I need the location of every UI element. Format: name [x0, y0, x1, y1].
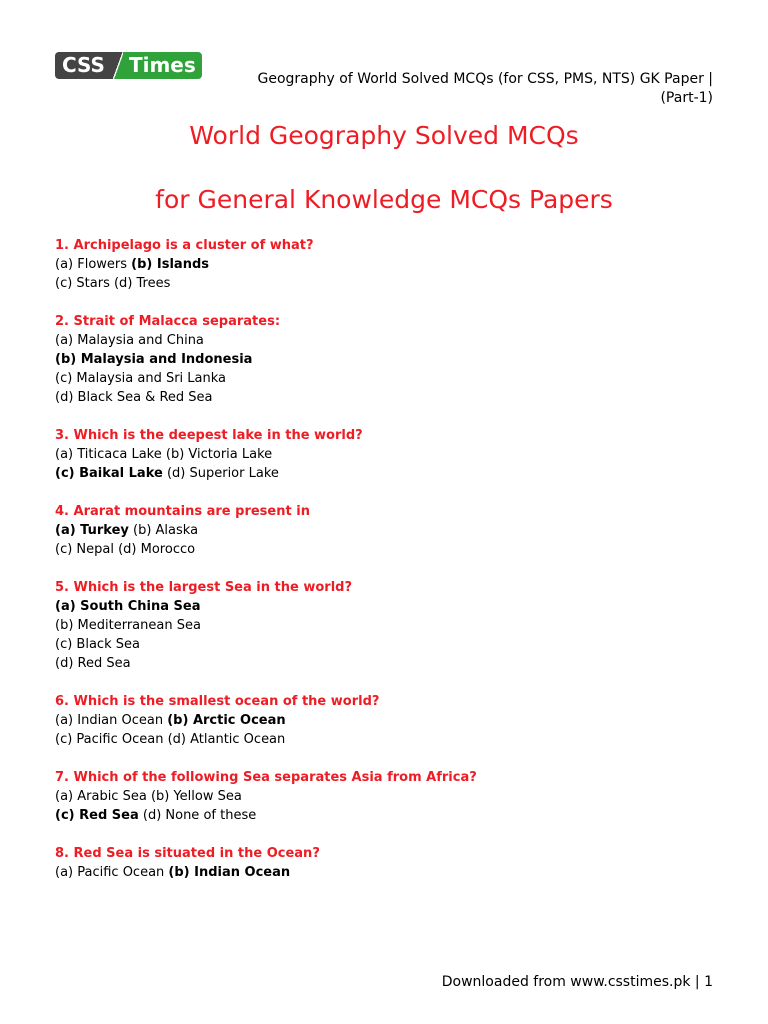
- answer-option: (b) Mediterranean Sea: [55, 618, 201, 633]
- answer-options-line: [55, 388, 715, 407]
- correct-answer: (b) Arctic Ocean: [167, 713, 286, 728]
- answer-option: (c) Stars (d) Trees: [55, 276, 171, 291]
- correct-answer: (a) South China Sea: [55, 599, 201, 614]
- answer-options-line: [55, 635, 715, 654]
- question-block: [55, 578, 715, 673]
- answer-option: (b) Alaska: [128, 523, 199, 538]
- answer-options-line: [55, 445, 715, 464]
- csstimes-logo: [55, 52, 202, 79]
- answer-options-line: [55, 806, 715, 825]
- answer-option: (a) Malaysia and China: [55, 333, 204, 348]
- question-title: 7. Which of the following Sea separates Asia from Africa?: [55, 770, 477, 785]
- correct-answer: (b) Malaysia and Indonesia: [55, 352, 253, 367]
- question-title: 1. Archipelago is a cluster of what?: [55, 238, 314, 253]
- answer-option: (d) Superior Lake: [162, 466, 279, 481]
- logo-times-text: Times: [123, 52, 202, 79]
- question-block: [55, 692, 715, 749]
- answer-options-line: [55, 255, 715, 274]
- question-title: 5. Which is the largest Sea in the world?: [55, 580, 353, 595]
- question-title: 2. Strait of Malacca separates:: [55, 314, 281, 329]
- answer-option: (c) Black Sea: [55, 637, 140, 652]
- question-title: 8. Red Sea is situated in the Ocean?: [55, 846, 320, 861]
- answer-option: (d) Black Sea & Red Sea: [55, 390, 213, 405]
- answer-option: (d) None of these: [138, 808, 257, 823]
- answer-option: (a) Flowers: [55, 257, 132, 272]
- answer-options-line: [55, 616, 715, 635]
- answer-option: (c) Malaysia and Sri Lanka: [55, 371, 227, 386]
- header-line-1: Geography of World Solved MCQs (for CSS, PMS, NTS) GK Paper |: [257, 71, 713, 87]
- answer-options-line: [55, 540, 715, 559]
- question-block: [55, 236, 715, 293]
- answer-option: (a) Indian Ocean: [55, 713, 168, 728]
- header-line-2: (Part-1): [660, 90, 713, 106]
- answer-options-line: [55, 787, 715, 806]
- answer-options-line: [55, 350, 715, 369]
- question-list: [55, 236, 715, 901]
- answer-options-line: [55, 464, 715, 483]
- question-block: [55, 502, 715, 559]
- question-title: 6. Which is the smallest ocean of the world?: [55, 694, 380, 709]
- question-block: [55, 426, 715, 483]
- answer-options-line: [55, 521, 715, 540]
- logo-slash: [113, 52, 123, 79]
- logo-css-text: CSS: [55, 52, 113, 79]
- answer-options-line: [55, 331, 715, 350]
- answer-option: (a) Pacific Ocean: [55, 865, 169, 880]
- correct-answer: (c) Baikal Lake: [55, 466, 163, 481]
- document-title: World Geography Solved MCQs: [189, 121, 579, 150]
- answer-options-line: [55, 654, 715, 673]
- page-header: [243, 70, 713, 108]
- document-subtitle: for General Knowledge MCQs Papers: [155, 185, 613, 214]
- answer-option: (d) Red Sea: [55, 656, 131, 671]
- correct-answer: (b) Islands: [131, 257, 209, 272]
- answer-option: (a) Titicaca Lake (b) Victoria Lake: [55, 447, 273, 462]
- answer-option: (a) Arabic Sea (b) Yellow Sea: [55, 789, 242, 804]
- question-title: 3. Which is the deepest lake in the world?: [55, 428, 363, 443]
- answer-options-line: [55, 863, 715, 882]
- question-title: 4. Ararat mountains are present in: [55, 504, 310, 519]
- correct-answer: (c) Red Sea: [55, 808, 139, 823]
- question-block: [55, 844, 715, 882]
- answer-options-line: [55, 597, 715, 616]
- answer-options-line: [55, 274, 715, 293]
- answer-option: (c) Pacific Ocean (d) Atlantic Ocean: [55, 732, 286, 747]
- answer-options-line: [55, 369, 715, 388]
- correct-answer: (a) Turkey: [55, 523, 129, 538]
- answer-options-line: [55, 730, 715, 749]
- correct-answer: (b) Indian Ocean: [168, 865, 291, 880]
- question-block: [55, 768, 715, 825]
- answer-option: (c) Nepal (d) Morocco: [55, 542, 196, 557]
- page-footer: Downloaded from www.csstimes.pk | 1: [441, 974, 713, 990]
- answer-options-line: [55, 711, 715, 730]
- question-block: [55, 312, 715, 407]
